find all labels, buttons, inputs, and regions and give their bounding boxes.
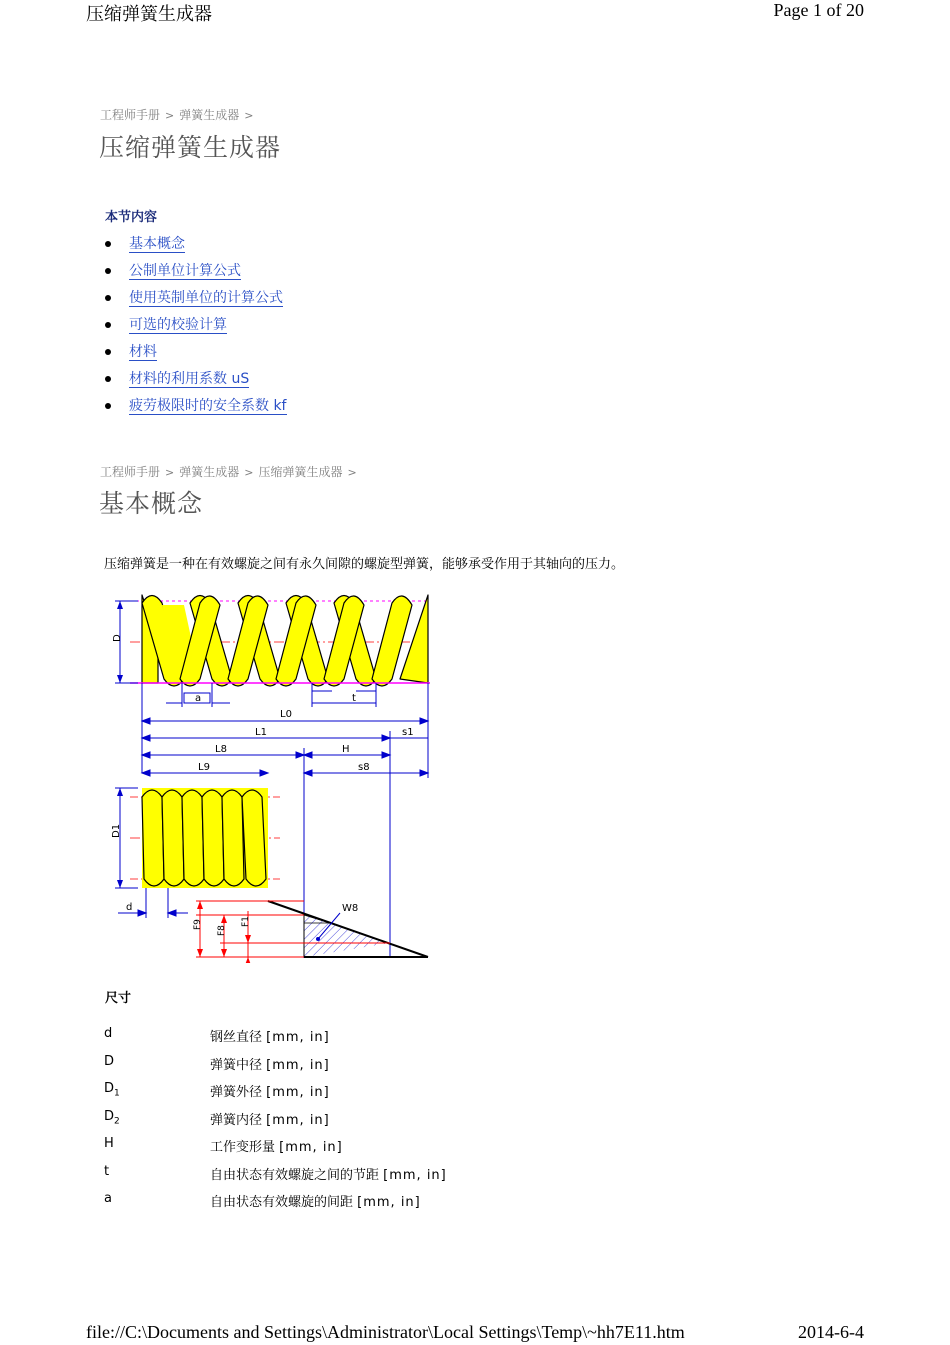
breadcrumb-link-spring-generator[interactable]: 弹簧生成器 <box>179 108 240 122</box>
label-F8: F8 <box>217 925 227 936</box>
bullet-icon <box>105 295 111 301</box>
dimension-symbol: t <box>104 1163 110 1179</box>
label-H: H <box>342 744 350 755</box>
dimension-description: 钢丝直径 [mm, in] <box>210 1030 330 1045</box>
dimension-description: 弹簧中径 [mm, in] <box>210 1057 330 1073</box>
label-D: D <box>112 634 123 642</box>
toc-link-optional-check[interactable]: 可选的校验计算 <box>129 317 227 333</box>
dimensions-title: 尺寸 <box>105 991 132 1006</box>
toc-item <box>105 369 287 396</box>
free-spring-drawing <box>130 595 430 686</box>
toc-item <box>105 342 287 369</box>
force-diagram <box>196 901 428 963</box>
dimension-symbol: a <box>104 1191 112 1206</box>
toc-item <box>105 396 287 423</box>
toc-item <box>105 315 287 342</box>
label-L1: L1 <box>255 727 267 738</box>
toc-link-safety-factor[interactable]: 疲劳极限时的安全系数 kf <box>129 398 287 414</box>
spring-coils <box>142 595 428 686</box>
label-t: t <box>352 693 356 704</box>
print-footer-date: 2014-6-4 <box>798 1322 864 1342</box>
breadcrumb <box>100 463 362 480</box>
dimension-description: 弹簧外径 [mm, in] <box>210 1085 330 1100</box>
toc-link-materials[interactable]: 材料 <box>129 344 157 360</box>
dimension-description: 工作变形量 [mm, in] <box>210 1140 343 1155</box>
dimension-description: 自由状态有效螺旋的间距 [mm, in] <box>210 1195 421 1210</box>
toc-item <box>105 234 287 261</box>
page-title: 压缩弹簧生成器 <box>99 133 282 162</box>
label-W8: W8 <box>342 903 359 914</box>
print-header-title: 压缩弹簧生成器 <box>86 4 212 24</box>
intro-paragraph: 压缩弹簧是一种在有效螺旋之间有永久间隙的螺旋型弹簧，能够承受作用于其轴向的压力。 <box>104 557 625 572</box>
toc-title: 本节内容 <box>105 210 158 225</box>
toc-item <box>105 261 287 288</box>
breadcrumb-separator: > <box>165 466 175 479</box>
bullet-icon <box>105 403 111 409</box>
breadcrumb-separator: > <box>347 466 357 479</box>
bullet-icon <box>105 322 111 328</box>
toc-item <box>105 288 287 315</box>
dimension-symbol: H <box>104 1136 114 1151</box>
label-L8: L8 <box>215 744 227 755</box>
label-d: d <box>126 902 133 913</box>
bullet-icon <box>105 349 111 355</box>
toc-link-imperial-formulas[interactable]: 使用英制单位的计算公式 <box>129 290 283 306</box>
toc-link-utilization-factor[interactable]: 材料的利用系数 uS <box>129 371 250 387</box>
label-L9: L9 <box>198 762 210 773</box>
bullet-icon <box>105 376 111 382</box>
label-s8: s8 <box>358 762 370 773</box>
label-a: a <box>195 693 202 704</box>
print-footer-file-path: file://C:\Documents and Settings\Administrator\Local Settings\Temp\~hh7E11.htm <box>86 1322 685 1342</box>
label-D1: D1 <box>111 823 122 838</box>
label-L0: L0 <box>280 709 292 720</box>
breadcrumb-link-handbook[interactable]: 工程师手册 <box>100 108 161 122</box>
bullet-icon <box>105 268 111 274</box>
print-header-page-number: Page 1 of 20 <box>773 0 864 20</box>
section-title: 基本概念 <box>99 489 204 518</box>
dimension-symbol: $D_1$ <box>104 1081 120 1099</box>
breadcrumb-link-handbook[interactable]: 工程师手册 <box>100 465 161 479</box>
label-F9: F9 <box>193 919 203 930</box>
label-F1: F1 <box>241 916 251 927</box>
compressed-spring-drawing <box>130 788 280 888</box>
toc-list <box>105 234 287 423</box>
dimension-symbol: $D_2$ <box>104 1108 120 1127</box>
breadcrumb-separator: > <box>165 109 175 122</box>
label-s1: s1 <box>402 727 414 738</box>
breadcrumb-separator: > <box>244 109 254 122</box>
toc-link-basic-concepts[interactable]: 基本概念 <box>129 236 185 252</box>
dimension-symbol: D <box>104 1053 115 1069</box>
dimension-description: 自由状态有效螺旋之间的节距 [mm, in] <box>210 1167 447 1183</box>
dimension-symbol: d <box>104 1026 113 1041</box>
dimension-description: 弹簧内径 [mm, in] <box>210 1112 330 1128</box>
bullet-icon <box>105 241 111 247</box>
toc-link-metric-formulas[interactable]: 公制单位计算公式 <box>129 263 241 279</box>
breadcrumb-link-compression-spring[interactable]: 压缩弹簧生成器 <box>258 465 343 479</box>
breadcrumb <box>100 106 258 123</box>
breadcrumb-separator: > <box>244 466 254 479</box>
breadcrumb-link-spring-generator[interactable]: 弹簧生成器 <box>179 465 240 479</box>
compression-spring-diagram <box>100 583 440 963</box>
